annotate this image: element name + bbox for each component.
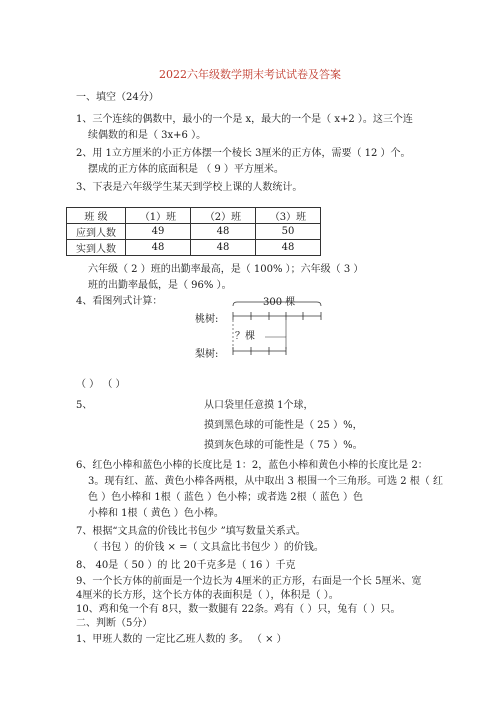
text-line: 3、下表是六年级学生某天到学校上课的人数统计。 [76,182,303,193]
text-line: 6、红色小棒和蓝色小棒的长度比是 1：2，蓝色小棒和黄色小棒的长度比是 2： [76,460,428,471]
text-line: 4厘米的长方形，这个长方体的表面积是（ ），体积是（ ）。 [76,590,339,601]
diagram-total-label: 300 棵 [263,297,296,308]
text-line: 六年级（ 2 ）班的出勤率最高，是（ 100% ）；六年级（ 3 ） [88,264,364,275]
diagram-pear-label: 梨树: [195,349,219,360]
text-line: 摆成的正方体的底面积是 （ 9 ）平方厘米。 [88,164,284,175]
text-line: 摸到灰色球的可能性是（ 75 ）%。 [204,440,363,451]
diagram-peach-label: 桃树: [195,314,219,325]
text-line: 摸到黑色球的可能性是（ 25 ）%， [204,420,363,431]
table-row [67,240,321,256]
text-line: 4、看图列式计算： [76,296,163,307]
text-line: 3。现有红、蓝、黄色小棒各两根，从中取出 3 根围一个三角形。可选 2 根（ 红 [88,476,443,487]
table-cell: 48 [191,240,256,256]
table-cell: 50 [256,224,321,240]
diagram-lines [195,293,335,373]
tree-diagram [195,293,335,373]
text-line: （ ） （ ） [76,379,126,390]
text-line: 5、 [76,400,93,411]
text-line: 9、一个长方体的前面是一个边长为 4厘米的正方形，右面是一个长 5厘米、宽 [76,576,422,587]
text-line: 班的出勤率最低，是（ 96% ）。 [88,280,232,291]
table-header-cell: （1）班 [126,208,191,224]
table-cell: 应到人数 [67,224,126,240]
table-row [67,224,321,240]
text-line: （ 书包 ）的价钱 × =（ 文具盒比书包少 ）的价钱。 [88,542,324,553]
table-header-cell: （2）班 [191,208,256,224]
table-header-row [67,208,321,224]
text-line: 一、填空（24分） [76,92,159,103]
attendance-table [66,207,321,256]
text-line: 从口袋里任意摸 1个球， [204,400,314,411]
table-cell: 实到人数 [67,240,126,256]
text-line: 二、判断（5分） [76,618,153,629]
text-line: 2、用 1立方厘米的小正方体摆一个棱长 3厘米的正方体，需要（ 12 ）个。 [76,148,411,159]
table-cell: 48 [126,240,191,256]
table-cell: 48 [256,240,321,256]
text-line: 色 ）色小棒和 1根（ 蓝色 ）色小棒；或者选 2根（ 蓝色 ）色 [88,492,363,503]
table-header-cell: 班 级 [67,208,126,224]
text-line: 7、根据“文具盒的价钱比书包少 ”填写数量关系式。 [76,526,306,537]
table-cell: 48 [191,224,256,240]
text-line: 小棒和 1根（ 黄色 ）色小棒。 [88,508,224,519]
table-header-cell: （3）班 [256,208,321,224]
text-line: 8、 40是（ 50 ）的 比 20千克多是（ 16 ）千克 [76,560,296,571]
text-line: 1、三个连续的偶数中，最小的一个是 x，最大的一个是（ x+2 ）。这三个连 [76,114,413,125]
text-line: 续偶数的和是（ 3x+6 ）。 [88,130,207,141]
diagram-unknown-label: ？棵 [235,331,255,342]
table-cell: 49 [126,224,191,240]
text-line: 10、鸡和兔一个有 8只，数一数腿有 22条。鸡有（ ）只，兔有（ ）只。 [76,604,401,615]
page-title: 2022六年级数学期末考试试卷及答案 [159,68,341,81]
text-line: 1、甲班人数的 一定比乙班人数的 多。 （ × ） [76,634,287,645]
